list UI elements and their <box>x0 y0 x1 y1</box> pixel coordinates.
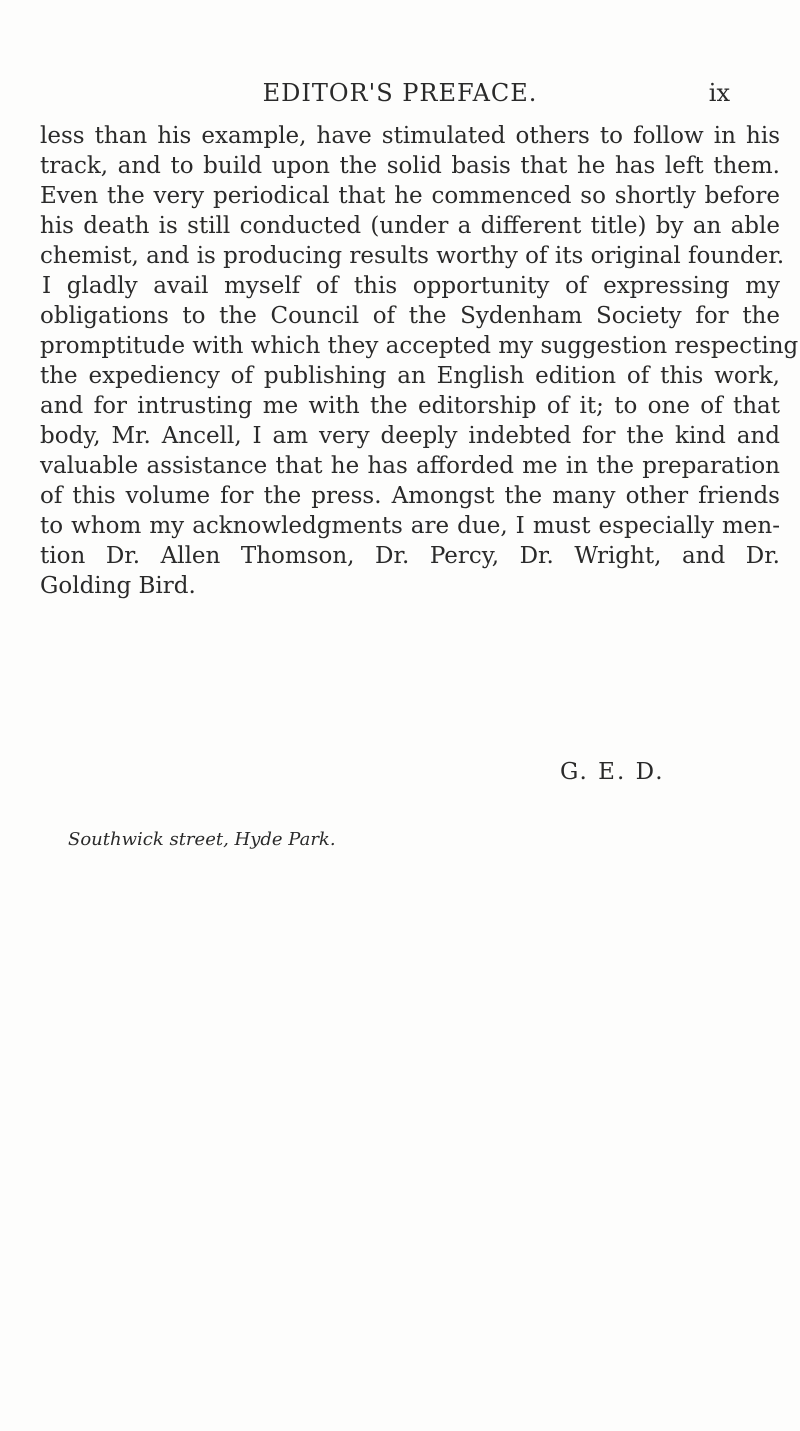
address-line: Southwick street, Hyde Park. <box>68 829 336 850</box>
text-line-4: his death is still conducted (under a different title) by an able <box>40 213 780 239</box>
page-title: EDITOR'S PREFACE. <box>262 79 538 107</box>
preface-body <box>40 121 799 601</box>
text-line-13: of this volume for the press. Amongst the many other friends <box>40 483 780 509</box>
text-line-16: Golding Bird. <box>40 573 196 599</box>
signature-initials: G. E. D. <box>560 759 665 785</box>
text-line-14: to whom my acknowledgments are due, I must especially men- <box>40 513 780 539</box>
text-line-5: chemist, and is producing results worthy of its original founder. <box>40 243 785 269</box>
text-line-10: and for intrusting me with the editorship of it; to one of that <box>40 393 780 419</box>
text-line-2: track, and to build upon the solid basis that he has left them. <box>40 153 780 179</box>
text-line-9: the expediency of publishing an English edition of this work, <box>40 363 780 389</box>
text-line-11: body, Mr. Ancell, I am very deeply indebted for the kind and <box>40 423 780 449</box>
text-line-7: obligations to the Council of the Sydenham Society for the <box>40 303 780 329</box>
text-line-12: valuable assistance that he has afforded me in the preparation <box>40 453 780 479</box>
text-line-8: promptitude with which they accepted my suggestion respecting <box>40 333 799 359</box>
text-line-3: Even the very periodical that he commenced so shortly before <box>40 183 780 209</box>
text-line-1: less than his example, have stimulated others to follow in his <box>40 123 780 149</box>
text-line-15: tion Dr. Allen Thomson, Dr. Percy, Dr. Wright, and Dr. <box>40 543 780 569</box>
page-number: ix <box>708 79 730 107</box>
running-head <box>40 76 760 110</box>
text-line-6: I gladly avail myself of this opportunity of expressing my <box>42 273 780 299</box>
